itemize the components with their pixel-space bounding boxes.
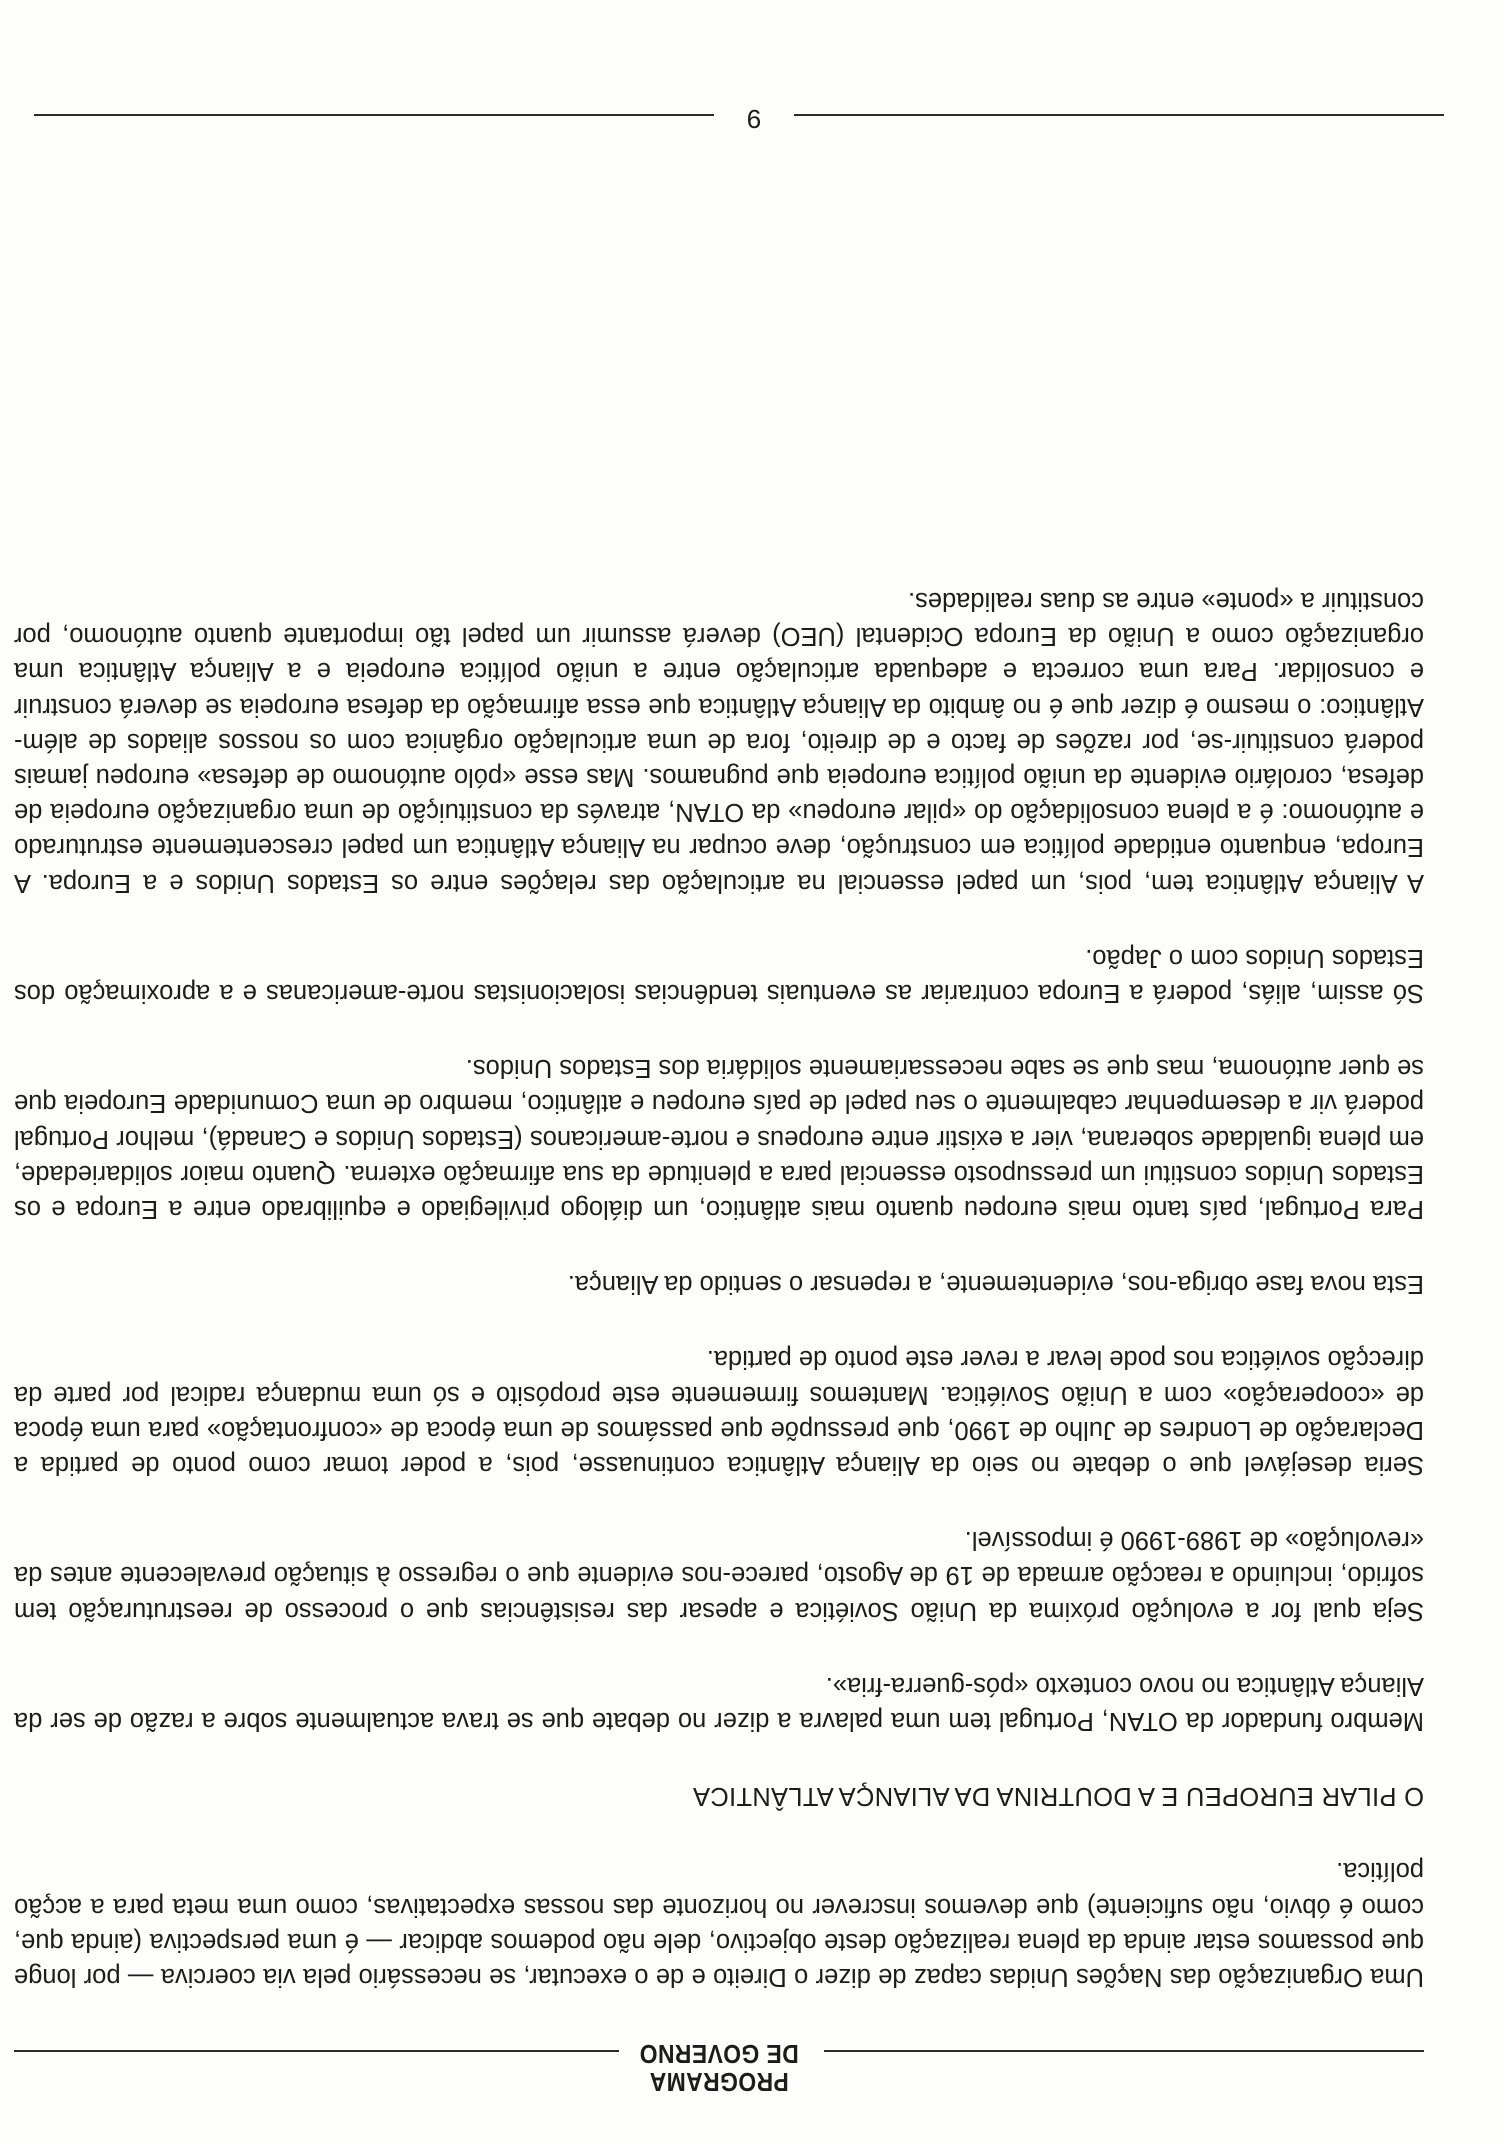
paragraph-nova-fase: Esta nova fase obriga-nos, evidentemente, a repensar o sentido da Aliança.	[567, 1270, 1424, 1299]
page-header	[14, 2014, 1424, 2114]
paragraph-portugal: Para Portugal, país tanto mais europeu quanto mais atlântico, um diálogo privilegiado e equilibrado entre a Europa e os Estados Unidos constitui um pressuposto essencial para a plenitude da sua afirmação externa. Quanto maior solidariedade, em plena igualdade soberana, vier a existir entre europeus e norte-americanos (Estados Unidos e Canadá), melhor Portugal poderá vir a desempenhar cabalmente o seu papel de país europeu e atlântico, membro de uma Comunidade Europeia que se quer autónoma, mas que se sabe necessariamente solidária dos Estados Unidos.	[14, 1054, 1424, 1223]
footer-rule-left	[794, 114, 1444, 116]
footer-rule-right	[34, 114, 714, 116]
brand-line-de-governo: DE GOVERNO	[639, 2039, 799, 2069]
paragraph-isolacionistas: Só assim, aliás, poderá a Europa contrariar as eventuais tendências isolacionistas norte-americanas e a aproximação dos Estados Unidos com o Japão.	[14, 943, 1424, 1007]
body-text	[14, 543, 1424, 1994]
paragraph-onu: Uma Organização das Nações Unidas capaz de dizer o Direito e de o executar, se necessário pela via coerciva — por longe que possamos estar ainda da plena realização deste objectivo, dele não podemos abdicar — é uma perspectiva (ainda que, como é óbvio, não suficiente) que devemos inscrever no horizonte das nossas expectativas, como uma meta para a acção política.	[14, 1857, 1424, 1991]
header-rule-right	[14, 2050, 619, 2052]
header-rule-left	[824, 2050, 1424, 2052]
page-footer	[34, 94, 1444, 144]
paragraph-declaracao-londres: Seria desejável que o debate no seio da Aliança Atlântica continuasse, pois, a poder tomar como ponto de partida a Declaração de Londres de Julho de 1990, que pressupõe que passámos de uma época de «confrontação» para uma época de «cooperação» com a União Soviética. Mantemos firmemente este propósito e só uma mudança radical por parte da direcção soviética nos pode levar a rever este ponto de partida.	[14, 1345, 1424, 1479]
paragraph-membro-fundador: Membro fundador da OTAN, Portugal tem uma palavra a dizer no debate que se trava actualmente sobre a razão de ser da Aliança Atlântica no novo contexto «pós-guerra-fria».	[14, 1671, 1424, 1735]
paragraph-uniao-sovietica: Seja qual for a evolução próxima da União Soviética e apesar das resistências que o processo de reestruturação tem sofrido, incluindo a reacção armada de 19 de Agosto, parece-nos evidente que o regresso à situação prevalecente antes da «revolução» de 1989-1990 é impossível.	[14, 1526, 1424, 1625]
header-brand	[635, 2040, 802, 2096]
page-number: 9	[746, 104, 762, 134]
brand-line-programa: PROGRAMA	[649, 2067, 789, 2097]
paragraph-alianca-atlantica: A Aliança Atlântica tem, pois, um papel essencial na articulação das relações entre os Estados Unidos e a Europa. A Europa, enquanto entidade política em construção, deve ocupar na Aliança Atlântica um papel crescentemente estruturado e autónomo: é a plena consolidação do «pilar europeu» da OTAN, através da constituição de uma organização europeia de defesa, corolário evidente da união política europeia que pugnamos. Mas esse «pólo autónomo de defesa» europeu jamais poderá constituir-se, por razões de facto e de direito, fora de uma articulação orgânica com os nossos aliados de além-Atlântico: o mesmo é dizer que é no âmbito da Aliança Atlântica que essa afirmação da defesa europeia se deverá construir e consolidar. Para uma correcta e adequada articulação entre a união política europeia e a Aliança Atlântica uma organização como a União da Europa Ocidental (UEO) deverá assumir um papel tão importante quanto autónomo, por constituir a «ponte» entre as duas realidades.	[14, 586, 1424, 897]
section-heading: O PILAR EUROPEU E A DOUTRINA DA ALIANÇA ATLÂNTICA	[692, 1782, 1424, 1811]
